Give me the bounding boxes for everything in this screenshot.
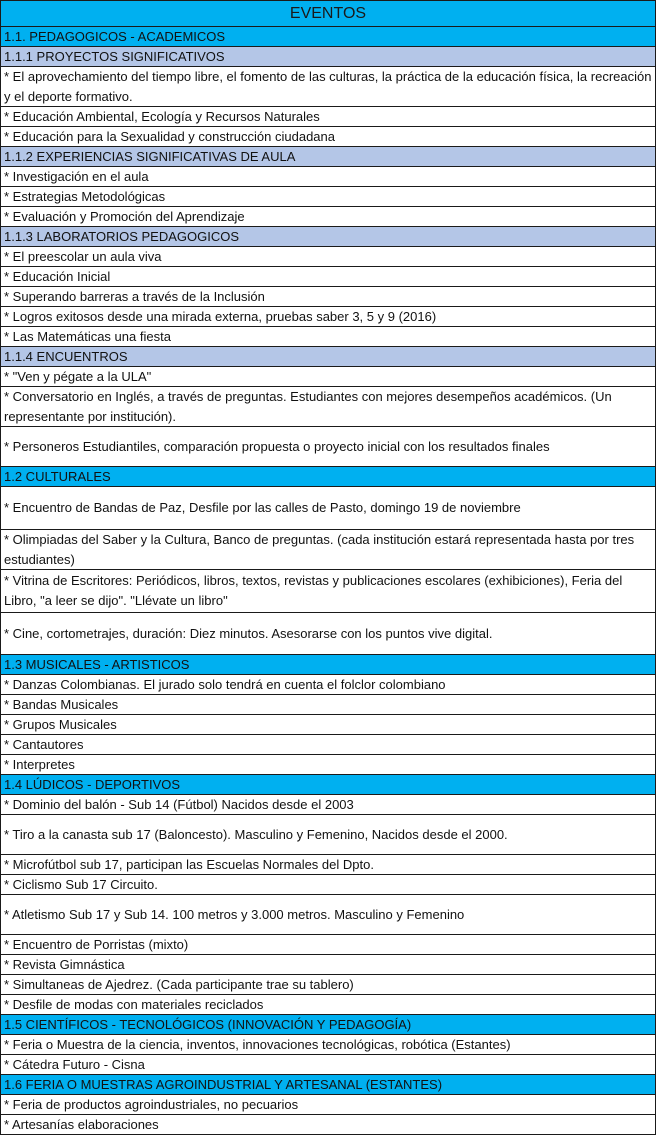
cell-text: * Grupos Musicales — [4, 716, 117, 732]
subsection-header-encuentros[interactable] — [0, 347, 656, 367]
table-row[interactable] — [0, 287, 656, 307]
cell-text: * Tiro a la canasta sub 17 (Baloncesto). Masculino y Femenino, Nacidos desde el 2000. — [4, 826, 508, 842]
cell-text: * Cantautores — [4, 736, 84, 752]
table-row[interactable] — [0, 815, 656, 855]
table-row[interactable] — [0, 207, 656, 227]
table-row[interactable] — [0, 1055, 656, 1075]
table-row[interactable] — [0, 613, 656, 655]
table-row[interactable] — [0, 735, 656, 755]
table-row[interactable] — [0, 307, 656, 327]
subsection-header-laboratorios[interactable] — [0, 227, 656, 247]
table-row[interactable] — [0, 327, 656, 347]
table-row[interactable] — [0, 267, 656, 287]
table-row[interactable] — [0, 107, 656, 127]
cell-text: 1.1. PEDAGOGICOS - ACADEMICOS — [4, 28, 226, 44]
table-row[interactable] — [0, 1115, 656, 1135]
cell-text: * Encuentro de Bandas de Paz, Desfile por las calles de Pasto, domingo 19 de noviembre — [4, 500, 521, 515]
table-row[interactable] — [0, 1035, 656, 1055]
cell-text: * "Ven y pégate a la ULA" — [4, 368, 152, 384]
cell-text: * Interpretes — [4, 756, 75, 772]
section-header-pedagogicos[interactable] — [0, 27, 656, 47]
cell-text: * Vitrina de Escritores: Periódicos, libros, textos, revistas y publicaciones escolares (exhibiciones), Feria del Libro, "a leer se dijo". "Llévate un libro" — [4, 573, 623, 608]
cell-text: * Superando barreras a través de la Inclusión — [4, 288, 265, 304]
cell-text: * Desfile de modas con materiales reciclados — [4, 996, 264, 1012]
subsection-header-experiencias[interactable] — [0, 147, 656, 167]
table-row[interactable] — [0, 855, 656, 875]
cell-text: 1.3 MUSICALES - ARTISTICOS — [4, 656, 190, 672]
table-row[interactable] — [0, 935, 656, 955]
cell-text: 1.1.1 PROYECTOS SIGNIFICATIVOS — [4, 48, 225, 64]
table-row[interactable] — [0, 955, 656, 975]
table-row[interactable] — [0, 875, 656, 895]
cell-text: * Personeros Estudiantiles, comparación propuesta o proyecto inicial con los resultados finales — [4, 438, 550, 454]
subsection-header-proyectos[interactable] — [0, 47, 656, 67]
table-row[interactable] — [0, 975, 656, 995]
table-row[interactable] — [0, 530, 656, 570]
cell-text: * Microfútbol sub 17, participan las Escuelas Normales del Dpto. — [4, 856, 374, 872]
cell-text: 1.1.2 EXPERIENCIAS SIGNIFICATIVAS DE AULA — [4, 148, 296, 164]
cell-text: 1.6 FERIA O MUESTRAS AGROINDUSTRIAL Y ARTESANAL (ESTANTES) — [4, 1076, 443, 1092]
cell-text: * Feria de productos agroindustriales, no pecuarios — [4, 1096, 299, 1112]
table-row[interactable] — [0, 187, 656, 207]
cell-text: * El aprovechamiento del tiempo libre, el fomento de las culturas, la práctica de la educación física, la recreación y el deporte formativo. — [4, 68, 652, 104]
cell-text: * Las Matemáticas una fiesta — [4, 328, 171, 344]
cell-text: * Encuentro de Porristas (mixto) — [4, 936, 189, 952]
cell-text: * Olimpiadas del Saber y la Cultura, Banco de preguntas. (cada institución estará representada hasta por tres estudiantes) — [4, 531, 635, 567]
table-row[interactable] — [0, 387, 656, 427]
cell-text: * Bandas Musicales — [4, 696, 119, 712]
cell-text: 1.5 CIENTÍFICOS - TECNOLÓGICOS (INNOVACIÓN Y PEDAGOGÍA) — [4, 1016, 412, 1032]
cell-text: * Feria o Muestra de la ciencia, inventos, innovaciones tecnológicas, robótica (Estantes) — [4, 1036, 511, 1052]
cell-text: 1.4 LÚDICOS - DEPORTIVOS — [4, 776, 181, 792]
cell-text: * Atletismo Sub 17 y Sub 14. 100 metros y 3.000 metros. Masculino y Femenino — [4, 906, 465, 922]
cell-text: * Estrategias Metodológicas — [4, 188, 166, 204]
section-header-ludicos[interactable] — [0, 775, 656, 795]
table-row[interactable] — [0, 167, 656, 187]
cell-text: 1.1.3 LABORATORIOS PEDAGOGICOS — [4, 228, 240, 244]
table-row[interactable] — [0, 67, 656, 107]
cell-text: * Investigación en el aula — [4, 168, 149, 184]
cell-text: * Revista Gimnástica — [4, 956, 125, 972]
table-row[interactable] — [0, 675, 656, 695]
table-row[interactable] — [0, 427, 656, 467]
cell-text: * Cátedra Futuro - Cisna — [4, 1056, 145, 1072]
cell-text: * Dominio del balón - Sub 14 (Fútbol) Nacidos desde el 2003 — [4, 796, 354, 812]
cell-text: * Educación Inicial — [4, 268, 111, 284]
cell-text: 1.1.4 ENCUENTROS — [4, 348, 128, 364]
table-row[interactable] — [0, 695, 656, 715]
cell-text: * Evaluación y Promoción del Aprendizaje — [4, 208, 245, 224]
table-row[interactable] — [0, 715, 656, 735]
cell-text: * Educación para la Sexualidad y construcción ciudadana — [4, 128, 335, 144]
table-row[interactable] — [0, 995, 656, 1015]
table-row[interactable] — [0, 1095, 656, 1115]
cell-text: * Ciclismo Sub 17 Circuito. — [4, 876, 158, 892]
cell-text: * Logros exitosos desde una mirada externa, pruebas saber 3, 5 y 9 (2016) — [4, 308, 437, 324]
cell-text: 1.2 CULTURALES — [4, 468, 111, 484]
table-title[interactable]: EVENTOS — [0, 0, 656, 27]
table-row[interactable] — [0, 487, 656, 530]
table-row[interactable] — [0, 755, 656, 775]
cell-text: * El preescolar un aula viva — [4, 248, 162, 264]
cell-text: * Danzas Colombianas. El jurado solo tendrá en cuenta el folclor colombiano — [4, 676, 446, 692]
table-row[interactable] — [0, 795, 656, 815]
table-row[interactable] — [0, 127, 656, 147]
cell-text: * Cine, cortometrajes, duración: Diez minutos. Asesorarse con los puntos vive digital. — [4, 625, 493, 641]
section-header-culturales[interactable] — [0, 467, 656, 487]
table-row[interactable] — [0, 247, 656, 267]
table-row[interactable] — [0, 570, 656, 613]
cell-text: * Artesanías elaboraciones — [4, 1116, 159, 1132]
table-row[interactable] — [0, 367, 656, 387]
table-row[interactable] — [0, 895, 656, 935]
section-header-musicales[interactable] — [0, 655, 656, 675]
section-header-cientificos[interactable] — [0, 1015, 656, 1035]
section-header-feria[interactable] — [0, 1075, 656, 1095]
cell-text: * Conversatorio en Inglés, a través de preguntas. Estudiantes con mejores desempeños académicos. (Un representante por institución). — [4, 388, 612, 424]
cell-text: * Educación Ambiental, Ecología y Recursos Naturales — [4, 108, 320, 124]
cell-text: * Simultaneas de Ajedrez. (Cada participante trae su tablero) — [4, 976, 354, 992]
